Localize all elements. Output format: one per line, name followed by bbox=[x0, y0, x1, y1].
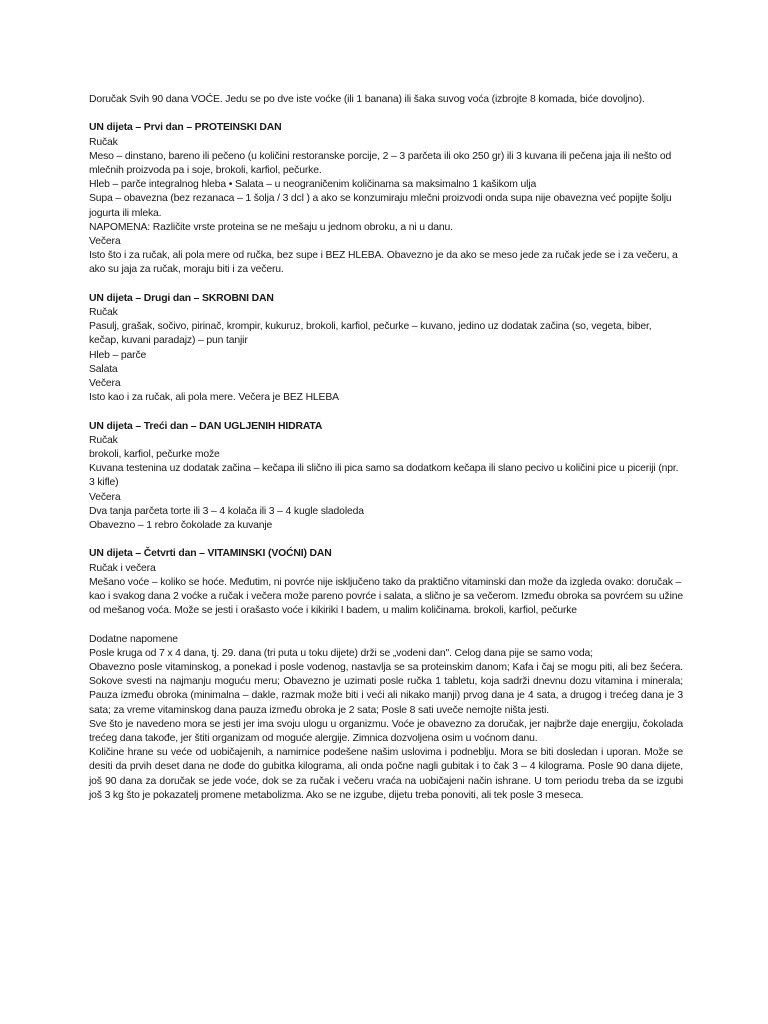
day2-section bbox=[89, 292, 683, 406]
document-page bbox=[89, 93, 683, 803]
day3-lunch-label: Ručak bbox=[89, 434, 118, 446]
day2-lunch-label: Ručak bbox=[89, 307, 118, 319]
day3-section bbox=[89, 420, 683, 534]
day2-dinner-label: Večera bbox=[89, 378, 121, 390]
notes-quantities-text: Količine hrane su veće od uobičajenih, a namirnice podešene našim uslovima i podneblju. Mora se biti dosledan i uporan. Može se desiti da prvih deset dana ne dođe do gubitka kilograma, ali onda počne nagli gubitak i to čak 3 – 4 kilograma. Posle 90 dana dijete, još 90 dana za doručak se jede voće, dok se za ručak i večeru vraća na uobičajeni način ishrane. U tom periodu treba da se izgubi još 3 kg što je pokazatelj promene metabolizma. Ako se ne izgube, dijetu treba ponoviti, ali tek posle 3 meseca. bbox=[89, 747, 683, 801]
day4-section bbox=[89, 547, 683, 618]
day1-soup-text: Supa – obavezna (bez rezanaca – 1 šolja / 3 dcl ) a ako se konzumiraju mlečni proizvodi onda supa nije obavezna već popijte šolju jogurta ili mleka. bbox=[89, 193, 672, 219]
day1-lunch-label: Ručak bbox=[89, 136, 118, 148]
day1-heading: UN dijeta – Prvi dan – PROTEINSKI DAN bbox=[89, 122, 282, 134]
day2-bread-text: Hleb – parče bbox=[89, 349, 147, 361]
day1-meat-text: Meso – dinstano, bareno ili pečeno (u količini restoranske porcije, 2 – 3 parčeta ili oko 250 gr) ili 3 kuvana ili pečena jaja ili nešto od mlečnih proizvoda pa i soje, brokoli, karfiol, pečurke. bbox=[89, 150, 672, 176]
day2-heading: UN dijeta – Drugi dan – SKROBNI DAN bbox=[89, 292, 274, 304]
day4-meals-label: Ručak i večera bbox=[89, 562, 156, 574]
day3-chocolate-text: Obavezno – 1 rebro čokolade za kuvanje bbox=[89, 520, 273, 532]
day3-heading: UN dijeta – Treći dan – DAN UGLJENIH HIDRATA bbox=[89, 420, 323, 432]
notes-water-day-text: Posle kruga od 7 x 4 dana, tj. 29. dana (tri puta u toku dijete) drži se „vodeni dan". Celog dana pije se samo voda; bbox=[89, 647, 593, 659]
notes-rules-text: Obavezno posle vitaminskog, a ponekad i posle vodenog, nastavlja se sa proteinskim danom; Kafa i čaj se mogu piti, ali bez šećera. Sokove svesti na najmanju moguću meru; Obavezno je uzimati posle ručka 1 tabletu, koja sadrži dnevnu dozu vitamina i minerala; Pauza između obroka (minimalna – dakle, razmak može biti i veći ali nikako manji) prvog dana je 4 sata, a drugog i trećeg dana je 3 sata; za vreme vitaminskog dana pauza između obroka je 2 sata; Posle 8 sati uveče nemojte ništa jesti. bbox=[89, 662, 683, 716]
notes-heading: Dodatne napomene bbox=[89, 633, 178, 645]
day1-dinner-text: Isto što i za ručak, ali pola mere od ručka, bez supe i BEZ HLEBA. Obavezno je da ako se meso jede za ručak jede se i za večeru, a ako su jaja za ručak, moraju biti i za večeru. bbox=[89, 250, 678, 276]
day2-salad-text: Salata bbox=[89, 363, 118, 375]
day1-section bbox=[89, 121, 683, 277]
day2-dinner-text: Isto kao i za ručak, ali pola mere. Večera je BEZ HLEBA bbox=[89, 392, 339, 404]
day4-heading: UN dijeta – Četvrti dan – VITAMINSKI (VOĆNI) DAN bbox=[89, 548, 332, 560]
day1-bread-text: Hleb – parče integralnog hleba • Salata – u neograničenim količinama sa maksimalno 1 kašikom ulja bbox=[89, 179, 537, 191]
day2-food-text: Pasulj, grašak, sočivo, pirinač, krompir, kukuruz, brokoli, karfiol, pečurke – kuvano, jedino uz dodatak začina (so, vegeta, biber, kečap, kuvani paradajz) – pun tanjir bbox=[89, 321, 652, 347]
day4-fruit-text: Mešano voće – koliko se hoće. Međutim, ni povrće nije isključeno tako da praktično vitaminski dan može da izgleda ovako: doručak – kao i svakog dana 2 voćke a ručak i večera može pareno povrće i salata, a slično je sa večerom. Između obroka sa povrćem su užine od mešanog voća. Može se jesti i orašasto voće i kikiriki I badem, u malim količinama. brokoli, karfiol, pečurke bbox=[89, 576, 684, 617]
notes-eat-all-text: Sve što je navedeno mora se jesti jer ima svoju ulogu u organizmu. Voće je obavezno za doručak, jer najbrže daje energiju, čokolada trećeg dana takođe, jer štiti organizam od moguće alergije. Zimnica dozvoljena osim u voćnom danu. bbox=[89, 718, 683, 745]
day3-dinner-label: Večera bbox=[89, 491, 121, 503]
day1-note-text: NAPOMENA: Različite vrste proteina se ne mešaju u jednom obroku, a ni u danu. bbox=[89, 221, 453, 233]
day3-veg-text: brokoli, karfiol, pečurke može bbox=[89, 449, 220, 461]
day3-pasta-text: Kuvana testenina uz dodatak začina – kečapa ili slično ili pica samo sa dodatkom kečapa ili slano pecivo u količini pice u piceriji (npr. 3 kifle) bbox=[89, 463, 679, 489]
day1-dinner-label: Večera bbox=[89, 236, 121, 248]
day3-dessert-text: Dva tanja parčeta torte ili 3 – 4 kolača ili 3 – 4 kugle sladoleda bbox=[89, 505, 364, 517]
notes-section bbox=[89, 633, 683, 803]
intro-text: Doručak Svih 90 dana VOĆE. Jedu se po dve iste voćke (ili 1 banana) ili šaka suvog voća (izbrojte 8 komada, biće dovoljno). bbox=[89, 94, 645, 105]
